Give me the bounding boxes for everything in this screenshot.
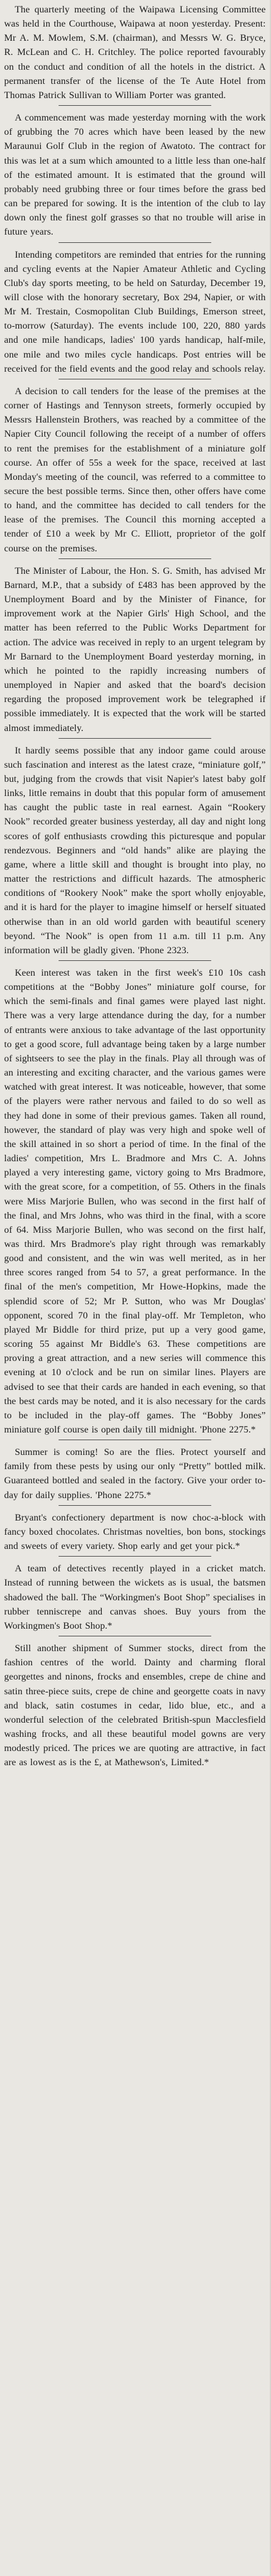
article-divider [59, 1505, 211, 1506]
advertisement-flies: Summer is coming! So are the flies. Protect yourself and family from these pests by using our only “Pretty” bottled milk. Guaranteed bottled and sealed in the factory. Give your order to-day for daily supplies. 'Phone 2275.* [4, 1447, 266, 1500]
article-athletic-sports: Intending competitors are reminded that entries for the running and cycling events at the Napier Amateur Athletic and Cycling Club's day sports meeting, to be held on Saturday, December 19, will close with the honorary secretary, Box 294, Napier, or with Mr M. Trestain, Cosmopolitan Club Buildings, Emerson street, to-morrow (Saturday). The events include 100, 220, 880 yards and one mile handicaps, ladies' 100 yards handicap, half-mile, one mile and two miles cycle handicaps. Post entries will be received for the field events and the good relay and schools relay. [4, 249, 266, 374]
article-divider [59, 960, 211, 961]
advertisement-summer-stocks: Still another shipment of Summer stocks, direct from the fashion centres of the world. Dainty and charming floral georgettes and ninons, frocks and ensembles, crepe de chine and satin three-piece suits, crepe de chine and georgette coats in navy and black, satin costumes in cedar, lido blue, etc., and a wonderful selection of the celebrated British-spun Macclesfield washing frocks, and all these beautiful model gowns are very modestly priced. The prices we are quoting are attractive, in fact are as lowest as is the £, at Mathewson's, Limited.* [4, 1643, 266, 1768]
article-licensing-committee: The quarterly meeting of the Waipawa Licensing Committee was held in the Courthouse, Waipawa at noon yesterday. Present: Mr A. M. Mowlem, S.M. (chairman), and Messrs W. G. Bryce, R. McLean and C. H. Critchley. The police reported favourably on the conduct and condition of all the hotels in the district. A permanent transfer of the license of the Te Aute Hotel from Thomas Patrick Sullivan to William Porter was granted. [4, 4, 266, 100]
advertisement-confectionery: Bryant's confectionery department is now choc-a-block with fancy boxed chocolates. Christmas novelties, bon bons, stockings and sweets of every variety. Shop early and get your pick.* [4, 1512, 266, 1552]
article-divider [59, 1556, 211, 1557]
article-rookery-nook: It hardly seems possible that any indoor game could arouse such fascination and interest as the latest craze, “miniature golf,” but, judging from the crowds that visit Napier's latest baby golf links, little remains in doubt that this popular form of amusement has caught the public taste in real earnest. Again “Rookery Nook” recorded greater business yesterday, all day and night long scores of golf enthusiasts crowding this picturesque and popular rendezvous. Beginners and “old hands” alike are playing the game, where a little skill and thought is brought into play, no matter the restrictions and difficult hazards. The atmospheric conditions of “Rookery Nook” make the sport wholly enjoyable, and it is hard for the player to imagine himself or herself situated otherwise than in an old world garden with beautiful scenery beyond. “The Nook” is open from 11 a.m. till 11 p.m. Any information will be gladly given. 'Phone 2323. [4, 745, 266, 956]
article-divider [59, 242, 211, 243]
article-divider [59, 105, 211, 106]
article-bobby-jones-golf: Keen interest was taken in the first week's £10 10s cash competitions at the “Bobby Jones” miniature golf course, for which the semi-finals and final games were played last night. There was a very large attendance during the day, for a number of entrants were anxious to take advantage of the last opportunity to get a good score, full advantage being taken by a large number of sightseers to see the play in the finals. Play all through was of an interesting and exciting character, and the various games were watched with great interest. It was noticeable, however, that some of the players were rather nervous and failed to do so well as they had done in some of their previous games. Taken all round, however, the standard of play was very high and spoke well of the skill attained in so short a period of time. In the final of the ladies' competition, Mrs L. Bradmore and Mrs C. A. Johns played a very interesting game, victory going to Mrs Bradmore, with the great score, for a competition, of 55. Others in the finals were Miss Marjorie Bullen, who was second in the first half of the final, and Mrs Johns, who was third in the final, with a score of 64. Miss Marjorie Bullen, who was second on the first half, was third. Mrs Bradmore's play right through was remarkably good and consistent, and the win was well merited, as in her three scores ranged from 54 to 57, a great performance. In the final of the men's competition, Mr Howe-Hopkins, made the splendid score of 52; Mr P. Sutton, who was Mr Douglas' opponent, scored 70 in the final play-off. Mr Templeton, who played Mr Biddle for third prize, put up a very good game, scoring 55 against Mr Biddle's 63. These competitions are proving a great attraction, and a new series will commence this evening at 10 o'clock and be run on similar lines. Players are advised to see that their cards are handed in each evening, so that the best cards may be noted, and it is also necessary for the cards to be included in the play-off games. The “Bobby Jones” miniature golf course is open daily till midnight. 'Phone 2275.* [4, 967, 266, 1435]
advertisement-boot-shop: A team of detectives recently played in a cricket match. Instead of running between the wickets as is usual, the batsmen shadowed the ball. The “Workingmen's Boot Shop” specialises in rubber tenniscrepe and canvas shoes. Buy yours from the Workingmen's Boot Shop.* [4, 1563, 266, 1631]
article-divider [59, 738, 211, 739]
article-golf-tenders: A decision to call tenders for the lease of the premises at the corner of Hastings and Tennyson streets, formerly occupied by Messrs Hallenstein Brothers, was reached by a committee of the Napier City Council following the receipt of a number of offers to rent the premises for the establishment of a miniature golf course. An offer of 55s a week for the space, received at last Monday's meeting of the council, was referred to a committee to secure the best possible terms. Since then, other offers have come to hand, and the committee has decided to call tenders for the lease of the premises. The Council this morning accepted a tender of £10 a week by Mr C. Elliott, proprietor of the golf course on the premises. [4, 385, 266, 554]
article-golf-club-grubbing: A commencement was made yesterday morning with the work of grubbing the 70 acres which have been leased by the new Maraunui Golf Club in the region of Awatoto. The contract for this was let at a sum which amounted to a little less than one-half of the estimated amount. It is estimated that the ground will probably need grubbing three or four times before the grass bed can be prepared for sowing. It is the intention of the club to lay down only the finest golf grasses so that no trouble will arise in future years. [4, 112, 266, 238]
article-labour-subsidy: The Minister of Labour, the Hon. S. G. Smith, has advised Mr Barnard, M.P., that a subsidy of £483 has been approved by the Unemployment Board and by the Minister of Finance, for improvement work at the Napier Girls' High School, and the matter has been referred to the Public Works Department for action. The advice was received in reply to an urgent telegram by Mr Barnard to the Unemployment Board yesterday morning, in which he pointed to the rapidly increasing numbers of unemployed in Napier and asked that the board's decision regarding the proposed improvement work be telegraphed if possible immediately. It is expected that the work will be started almost immediately. [4, 565, 266, 733]
article-divider [59, 558, 211, 559]
